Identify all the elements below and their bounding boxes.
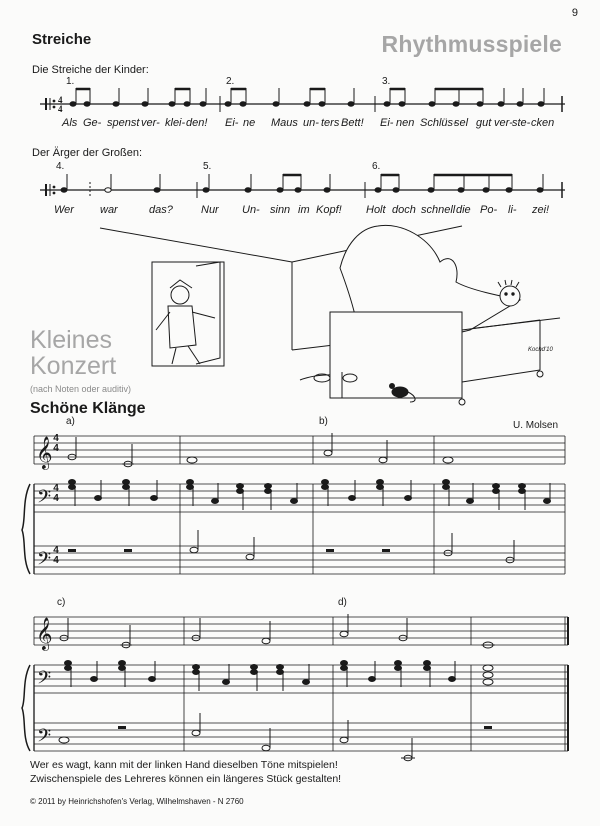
concert-subtitle: (nach Noten oder auditiv)	[30, 384, 132, 394]
lyric: ne	[243, 117, 256, 129]
rhythm-line-2-label: Der Ärger der Großen:	[32, 147, 143, 159]
bar-number: 3.	[382, 76, 391, 87]
bar-number: 1.	[66, 76, 75, 87]
bar-number: 4.	[56, 161, 65, 172]
lyric: un-	[303, 117, 319, 129]
lyric: ver-	[494, 117, 513, 129]
rhythm-line-1-label: Die Streiche der Kinder:	[32, 64, 149, 76]
lyric: Po-	[480, 204, 498, 216]
instruction-note: Wer es wagt, kann mit der linken Hand dieselben Töne mitspielen!	[30, 759, 338, 771]
rhythm-staff-2	[40, 174, 565, 198]
concert-title-line-2: Konzert	[30, 352, 117, 380]
svg-text:𝄞: 𝄞	[36, 617, 53, 650]
treble-staff-top	[34, 433, 565, 464]
lyric: Ei-	[225, 117, 239, 129]
copyright-footer: © 2011 by Heinrichshofen's Verlag, Wilhelmshaven - N 2760	[30, 797, 244, 806]
lyric: cken	[531, 117, 555, 129]
svg-text:𝄞: 𝄞	[36, 436, 53, 469]
lyric: gut	[476, 117, 492, 129]
treble-staff-top-2	[34, 617, 568, 645]
lyric: Maus	[271, 117, 298, 129]
rhythm-staff-1	[40, 88, 565, 114]
lyric: sinn	[270, 204, 291, 216]
section-letter: b)	[319, 416, 328, 427]
time-signature: 4 4	[53, 483, 59, 504]
lyric: spenst	[107, 117, 140, 129]
page-number: 9	[571, 7, 578, 19]
svg-text:4: 4	[58, 104, 63, 114]
lyric: schnell	[421, 204, 456, 216]
bass-staff-low	[34, 546, 565, 574]
section-letter: c)	[57, 597, 66, 608]
lyric: das?	[149, 204, 173, 216]
piano-system-1	[22, 433, 565, 574]
lyric: war	[100, 204, 118, 216]
lyric: im	[298, 204, 310, 216]
lyric: Schlüs-	[420, 117, 457, 129]
lyric: doch	[392, 204, 416, 216]
lyric: klei-	[165, 117, 186, 129]
svg-text:𝄢: 𝄢	[37, 549, 52, 574]
lyric: Un-	[242, 204, 260, 216]
instruction-note: Zwischenspiele des Lehreres können ein längeres Stück gestalten!	[30, 773, 342, 785]
piece-title: Schöne Klänge	[30, 400, 146, 417]
svg-text:𝄢: 𝄢	[37, 487, 52, 512]
lyric: sel	[454, 117, 469, 129]
lyric: zei!	[532, 204, 550, 216]
bass-staff-mid	[34, 484, 565, 512]
bar-number: 2.	[226, 76, 235, 87]
lyric: Als	[62, 117, 78, 129]
composer: U. Molsen	[512, 420, 558, 431]
time-signature: 4 4	[53, 433, 59, 454]
cartoon-illustration	[100, 225, 560, 405]
lyric: ver-	[141, 117, 160, 129]
lyric: Nur	[201, 204, 219, 216]
piano-system-2	[22, 614, 568, 761]
bar-number: 5.	[203, 161, 212, 172]
svg-text:𝄢: 𝄢	[37, 726, 52, 751]
lyric: Ei-	[380, 117, 394, 129]
lyric: li-	[508, 204, 517, 216]
lyric: ters	[321, 117, 340, 129]
lyric: Ge-	[83, 117, 102, 129]
lyric: ste-	[512, 117, 531, 129]
concert-title-line-1: Kleines	[30, 326, 112, 354]
lyric: Bett!	[341, 117, 364, 129]
lyric: Holt	[366, 204, 386, 216]
section-title: Streiche	[32, 31, 92, 48]
lyric: den!	[186, 117, 208, 129]
lyric: Wer	[54, 204, 74, 216]
section-letter: a)	[66, 416, 75, 427]
bar-number: 6.	[372, 161, 381, 172]
illustrator-signature: Kochd'10	[528, 347, 553, 353]
chapter-title: Rhythmusspiele	[381, 31, 562, 57]
lyric: Kopf!	[316, 204, 342, 216]
section-letter: d)	[338, 597, 347, 608]
lyric: die	[456, 204, 471, 216]
svg-text:𝄢: 𝄢	[37, 668, 52, 693]
svg-text:4: 4	[58, 95, 63, 105]
lyric: nen	[396, 117, 415, 129]
time-signature: 4 4	[53, 545, 59, 566]
